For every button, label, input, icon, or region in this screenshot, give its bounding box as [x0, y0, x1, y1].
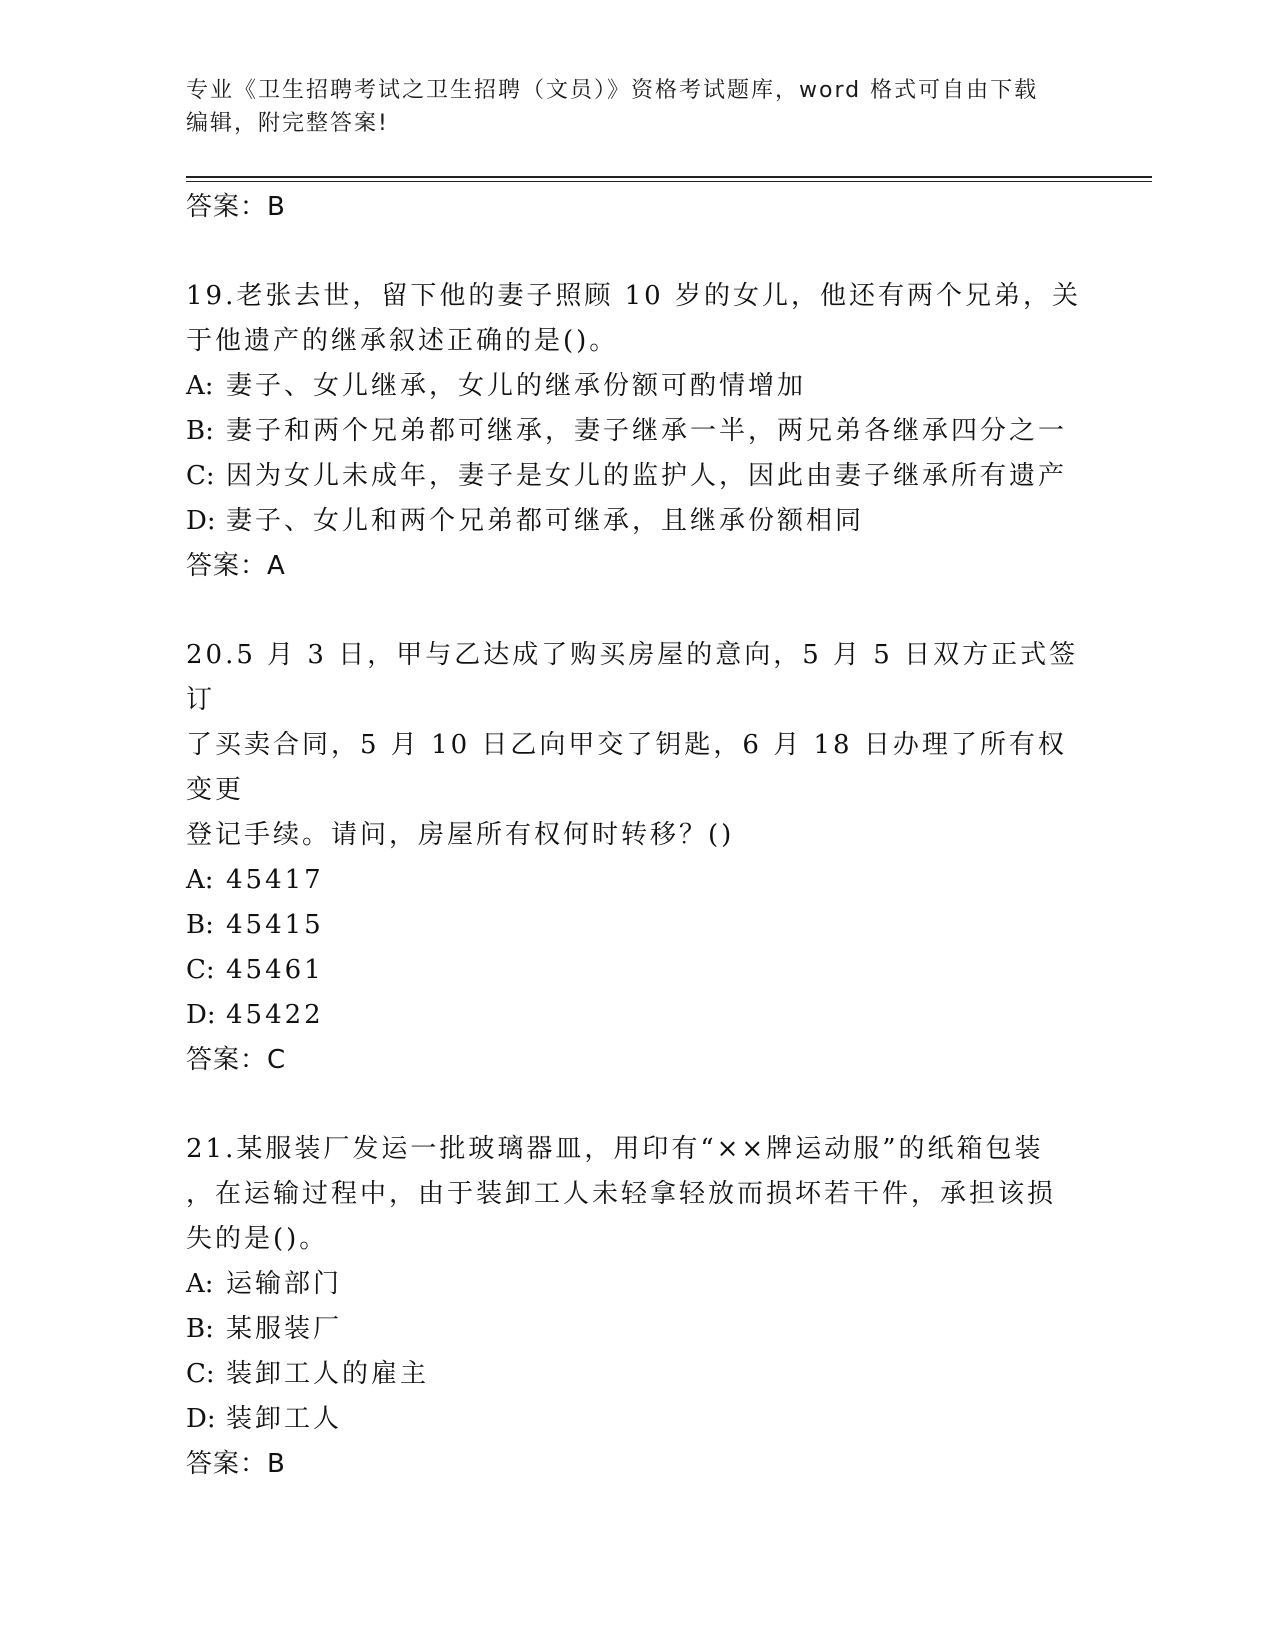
question-19 [186, 274, 1086, 588]
option-text: 妻子、女儿继承，女儿的继承份额可酌情增加 [226, 371, 807, 401]
option-b [186, 1307, 1086, 1352]
option-text: 妻子、女儿和两个兄弟都可继承，且继承份额相同 [226, 506, 865, 536]
option-a [186, 1262, 1086, 1307]
option-key: C: [186, 955, 215, 985]
header-line-2: 编辑，附完整答案! [186, 111, 389, 136]
option-key: A: [186, 371, 214, 401]
question-stem [186, 633, 1086, 858]
page-header [186, 74, 1086, 140]
option-a [186, 364, 1086, 409]
question-20 [186, 633, 1086, 1082]
stem-line: 了买卖合同，5 月 10 日乙向甲交了钥匙，6 月 18 日办理了所有权变更 [186, 730, 1067, 805]
spacer [186, 1082, 1086, 1127]
option-c [186, 1352, 1086, 1397]
question-stem [186, 1127, 1086, 1262]
stem-line: 19.老张去世，留下他的妻子照顾 10 岁的女儿，他还有两个兄弟，关 [186, 281, 1081, 311]
question-list [186, 185, 1086, 1486]
option-c [186, 454, 1086, 499]
option-key: D: [186, 1404, 216, 1434]
answer-value: B [267, 192, 285, 222]
option-text: 45461 [226, 955, 324, 985]
option-key: B: [186, 910, 214, 940]
stem-line: ，在运输过程中，由于装卸工人未轻拿轻放而损坏若干件，承担该损 [186, 1179, 1057, 1209]
answer-label: 答案： [186, 1045, 268, 1075]
option-key: D: [186, 506, 216, 536]
option-text: 装卸工人的雇主 [226, 1359, 430, 1389]
option-key: C: [186, 1359, 215, 1389]
stem-line: 21.某服装厂发运一批玻璃器皿，用印有“××牌运动服”的纸箱包装 [186, 1134, 1044, 1164]
option-text: 某服装厂 [226, 1314, 343, 1344]
answer-value: A [267, 551, 285, 581]
option-key: A: [186, 865, 214, 895]
header-line-1: 专业《卫生招聘考试之卫生招聘（文员）》资格考试题库，word 格式可自由下载 [186, 78, 1039, 103]
answer-value: B [267, 1449, 285, 1479]
option-key: B: [186, 416, 214, 446]
spacer [186, 229, 1086, 274]
question-answer [186, 1038, 1086, 1082]
option-text: 因为女儿未成年，妻子是女儿的监护人，因此由妻子继承所有遗产 [226, 461, 1068, 491]
option-key: C: [186, 461, 215, 491]
header-rule-thin [186, 181, 1152, 182]
option-b [186, 409, 1086, 454]
option-a [186, 858, 1086, 903]
question-answer [186, 544, 1086, 588]
stem-line: 20.5 月 3 日，甲与乙达成了购买房屋的意向，5 月 5 日双方正式签订 [186, 640, 1079, 715]
option-b [186, 903, 1086, 948]
option-text: 装卸工人 [226, 1404, 343, 1434]
question-21 [186, 1127, 1086, 1486]
header-rule-thick [186, 176, 1152, 178]
option-text: 45422 [226, 1000, 324, 1030]
stem-line: 登记手续。请问，房屋所有权何时转移？() [186, 820, 735, 850]
option-text: 运输部门 [226, 1269, 343, 1299]
answer-value: C [267, 1045, 286, 1075]
option-text: 妻子和两个兄弟都可继承，妻子继承一半，两兄弟各继承四分之一 [226, 416, 1068, 446]
stem-line: 失的是()。 [186, 1224, 329, 1254]
option-d [186, 1397, 1086, 1442]
option-d [186, 993, 1086, 1038]
option-d [186, 499, 1086, 544]
option-key: D: [186, 1000, 216, 1030]
option-text: 45417 [226, 865, 324, 895]
answer-label: 答案： [186, 551, 268, 581]
question-stem [186, 274, 1086, 364]
answer-label: 答案： [186, 192, 268, 222]
option-key: A: [186, 1269, 214, 1299]
previous-answer [186, 185, 1086, 229]
answer-label: 答案： [186, 1449, 268, 1479]
stem-line: 于他遗产的继承叙述正确的是()。 [186, 326, 619, 356]
spacer [186, 588, 1086, 633]
option-key: B: [186, 1314, 214, 1344]
option-text: 45415 [226, 910, 324, 940]
option-c [186, 948, 1086, 993]
question-answer [186, 1442, 1086, 1486]
